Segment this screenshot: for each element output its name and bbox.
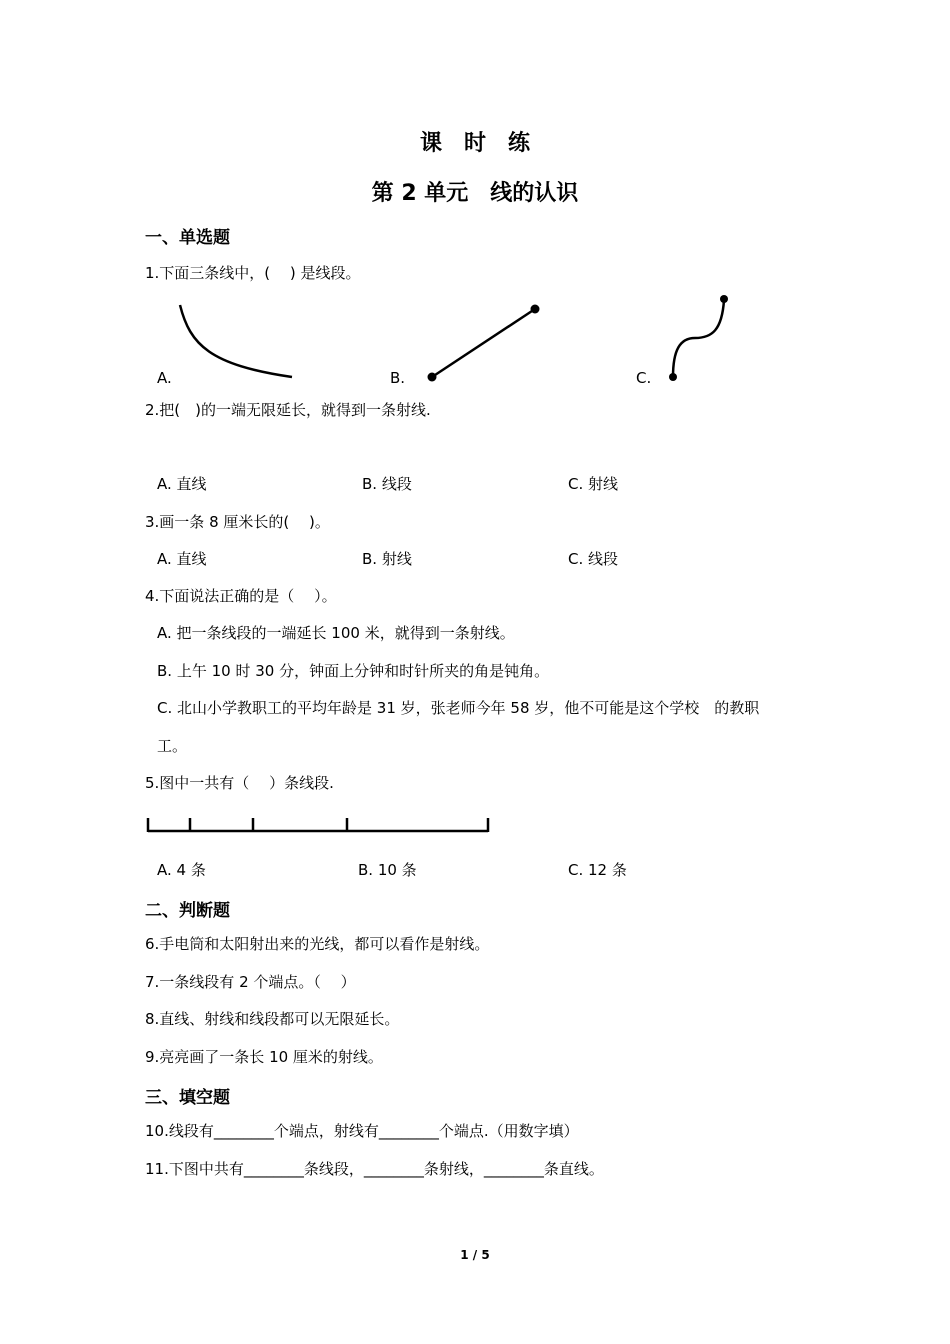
q5-option-b: B. 10 条	[358, 861, 417, 879]
q3-option-b: B. 射线	[362, 550, 412, 568]
page-title: 课 时 练	[419, 131, 530, 156]
q3-option-c: C. 线段	[568, 550, 619, 568]
section-heading-single-choice: 一、单选题	[145, 228, 230, 248]
question-9-text: 9.亮亮画了一条长 10 厘米的射线。	[145, 1048, 383, 1066]
question-7-text: 7.一条线段有 2 个端点。（ ）	[145, 973, 356, 991]
section-heading-fill-blank: 三、填空题	[145, 1088, 230, 1108]
page-subtitle: 第 2 单元 线的认识	[371, 181, 579, 206]
q4-option-c-continued: 工。	[157, 737, 188, 755]
q4-option-a: A. 把一条线段的一端延长 100 米，就得到一条射线。	[157, 624, 515, 642]
q5-option-a: A. 4 条	[157, 861, 206, 879]
question-4-text: 4.下面说法正确的是（ ）。	[145, 587, 337, 605]
question-1-text: 1.下面三条线中，( ) 是线段。	[145, 264, 361, 282]
q2-option-c: C. 射线	[568, 475, 619, 493]
page-number: 1 / 5	[460, 1248, 490, 1262]
question-8-text: 8.直线、射线和线段都可以无限延长。	[145, 1010, 400, 1028]
question-11-text: 11.下图中共有________条线段，________条射线，________条直线。	[145, 1160, 604, 1178]
q5-option-c: C. 12 条	[568, 861, 627, 879]
section-heading-true-false: 二、判断题	[145, 901, 230, 921]
q3-option-a: A. 直线	[157, 550, 207, 568]
question-10-text: 10.线段有________个端点，射线有________个端点.（用数字填）	[145, 1122, 579, 1140]
q1-option-a: A.	[157, 369, 172, 387]
question-5-text: 5.图中一共有（ ）条线段.	[145, 774, 334, 792]
q2-option-a: A. 直线	[157, 475, 207, 493]
q4-option-b: B. 上午 10 时 30 分，钟面上分钟和时针所夹的角是钝角。	[157, 662, 550, 680]
q1-option-b: B.	[390, 369, 406, 387]
question-2-text: 2.把( )的一端无限延长，就得到一条射线.	[145, 401, 431, 419]
q4-option-c: C. 北山小学教职工的平均年龄是 31 岁，张老师今年 58 岁，他不可能是这个学校 的教职	[157, 699, 760, 717]
q1-option-c: C.	[636, 369, 652, 387]
question-3-text: 3.画一条 8 厘米长的( )。	[145, 513, 330, 531]
question-6-text: 6.手电筒和太阳射出来的光线，都可以看作是射线。	[145, 935, 490, 953]
q2-option-b: B. 线段	[362, 475, 412, 493]
